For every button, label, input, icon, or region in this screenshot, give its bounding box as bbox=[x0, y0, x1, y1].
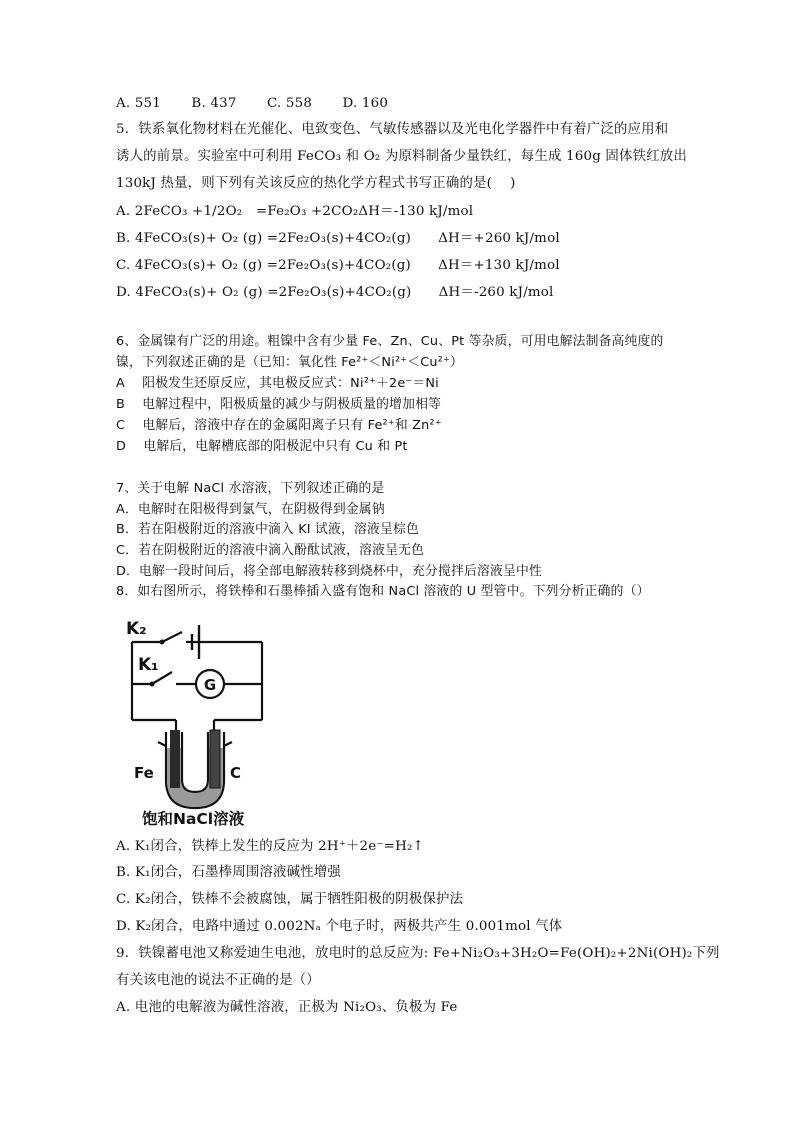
option-a: A. 551 bbox=[116, 96, 161, 111]
option-b: B. 437 bbox=[191, 96, 237, 111]
electrolysis-u-tube-diagram bbox=[122, 612, 292, 830]
q8-option-a: A. K₁闭合，铁棒上发生的反应为 2H⁺＋2e⁻=H₂↑ bbox=[116, 839, 424, 854]
fe-label: Fe bbox=[134, 764, 154, 782]
q8-option-b: B. K₁闭合，石墨棒周围溶液碱性增强 bbox=[116, 865, 341, 880]
q6-option-a: A 阳极发生还原反应，其电极反应式：Ni²⁺＋2e⁻＝Ni bbox=[116, 376, 439, 391]
q5-option-d: D. 4FeCO₃(s)+ O₂ (g) =2Fe₂O₃(s)+4CO₂(g) ΔH＝-260 kJ/mol bbox=[116, 285, 554, 300]
q6-option-c: C 电解后，溶液中存在的金属阳离子只有 Fe²⁺和 Zn²⁺ bbox=[116, 418, 442, 433]
previous-question-options bbox=[116, 94, 388, 114]
q5-stem-line-1: 5．铁系氧化物材料在光催化、电致变色、气敏传感器以及光电化学器件中有着广泛的应用和 bbox=[116, 122, 669, 137]
q8-option-c: C. K₂闭合，铁棒不会被腐蚀，属于牺牲阳极的阴极保护法 bbox=[116, 892, 464, 907]
option-d: D. 160 bbox=[342, 96, 389, 111]
solution-caption: 饱和NaCl溶液 bbox=[142, 810, 245, 828]
q7-option-c: C．若在阴极附近的溶液中滴入酚酞试液，溶液呈无色 bbox=[116, 543, 425, 558]
option-c: C. 558 bbox=[267, 96, 313, 111]
q8-option-d: D. K₂闭合，电路中通过 0.002Nₐ 个电子时，两极共产生 0.001mol 气体 bbox=[116, 919, 563, 934]
q6-stem-line-2: 镍，下列叙述正确的是（已知：氧化性 Fe²⁺＜Ni²⁺＜Cu²⁺） bbox=[116, 355, 463, 370]
q9-stem-line-2: 有关该电池的说法不正确的是（） bbox=[116, 973, 320, 988]
graphite-rod bbox=[210, 730, 220, 788]
q7-stem: 7、关于电解 NaCl 水溶液，下列叙述正确的是 bbox=[116, 481, 385, 496]
galvanometer-label: G bbox=[203, 676, 217, 694]
q5-stem-line-3: 130kJ 热量，则下列有关该反应的热化学方程式书写正确的是( ) bbox=[116, 176, 516, 191]
q7-option-b: B．若在阳极附近的溶液中滴入 KI 试液，溶液呈棕色 bbox=[116, 522, 420, 537]
q5-stem-line-2: 诱人的前景。实验室中可利用 FeCO₃ 和 O₂ 为原料制备少量铁红，每生成 160g 固体铁红放出 bbox=[116, 149, 687, 164]
iron-rod bbox=[170, 730, 180, 788]
q8-stem: 8．如右图所示，将铁棒和石墨棒插入盛有饱和 NaCl 溶液的 U 型管中。下列分析正确的（） bbox=[116, 584, 650, 599]
k1-pivot bbox=[150, 682, 155, 687]
q9-option-a: A. 电池的电解液为碱性溶液，正极为 Ni₂O₃、负极为 Fe bbox=[116, 1000, 458, 1015]
k2-label: K₂ bbox=[126, 619, 147, 639]
k1-label: K₁ bbox=[138, 655, 159, 675]
q6-option-b: B 电解过程中，阳极质量的减少与阴极质量的增加相等 bbox=[116, 397, 442, 412]
q9-stem-line-1: 9．铁镍蓄电池又称爱迪生电池，放电时的总反应为: Fe+Ni₂O₃+3H₂O=Fe(OH)₂+2Ni(OH)₂下列 bbox=[116, 946, 720, 961]
q5-option-c: C. 4FeCO₃(s)+ O₂ (g) =2Fe₂O₃(s)+4CO₂(g) ΔH＝+130 kJ/mol bbox=[116, 258, 560, 273]
q6-stem-line-1: 6、金属镍有广泛的用途。粗镍中含有少量 Fe、Zn、Cu、Pt 等杂质，可用电解法制备高纯度的 bbox=[116, 334, 664, 349]
q7-option-a: A．电解时在阳极得到氯气，在阴极得到金属钠 bbox=[116, 502, 385, 517]
k2-switch-blade bbox=[162, 632, 182, 642]
q6-option-d: D 电解后，电解槽底部的阳极泥中只有 Cu 和 Pt bbox=[116, 439, 408, 454]
k2-pivot bbox=[160, 640, 165, 645]
q7-option-d: D．电解一段时间后，将全部电解液转移到烧杯中，充分搅拌后溶液呈中性 bbox=[116, 564, 542, 579]
q5-option-b: B. 4FeCO₃(s)+ O₂ (g) =2Fe₂O₃(s)+4CO₂(g) ΔH＝+260 kJ/mol bbox=[116, 231, 560, 246]
c-label: C bbox=[230, 764, 242, 782]
u-tube bbox=[158, 732, 232, 808]
q5-option-a: A. 2FeCO₃ +1/2O₂ =Fe₂O₃ +2CO₂ΔH＝-130 kJ/mol bbox=[116, 204, 474, 219]
